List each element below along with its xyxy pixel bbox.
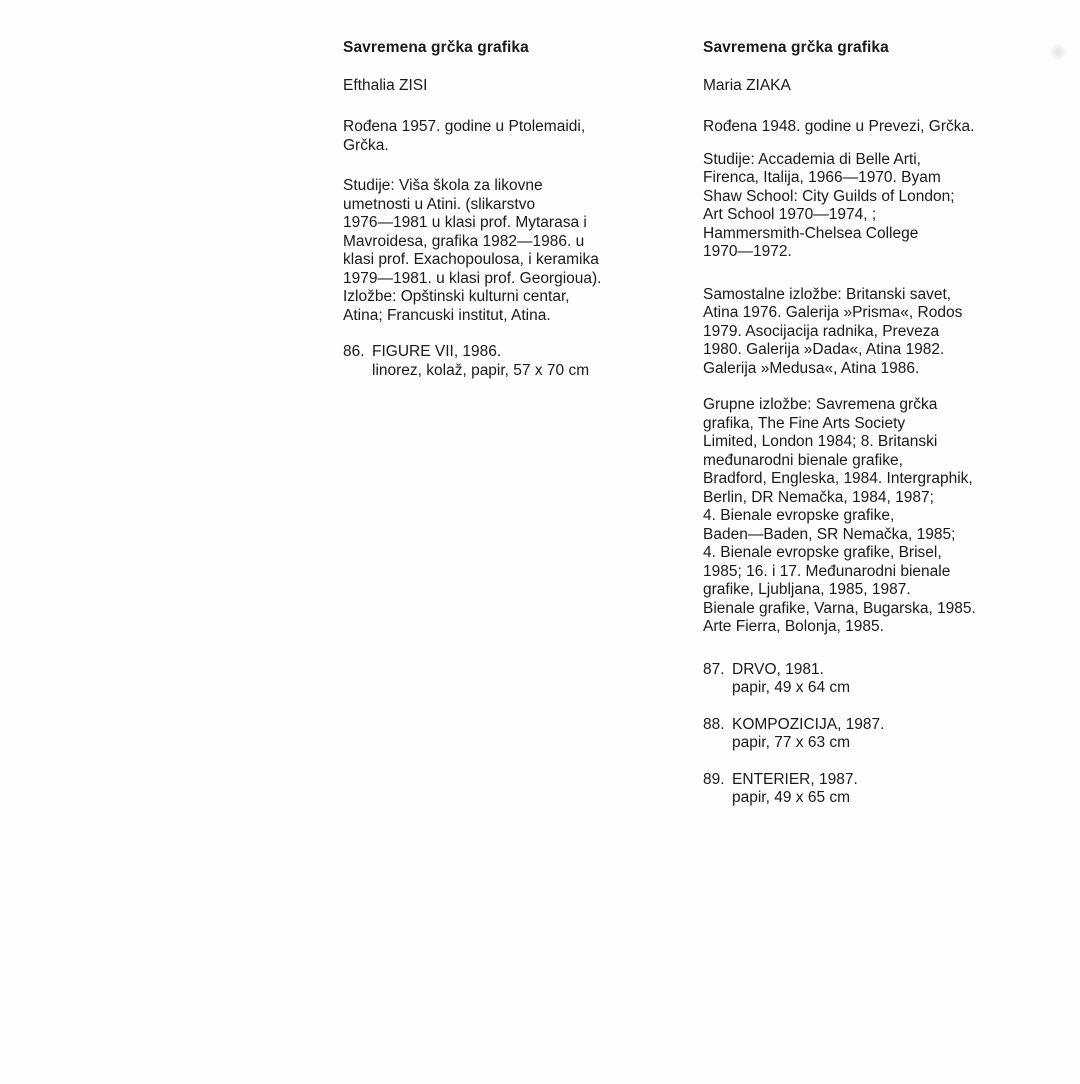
artist-name: Efthalia ZISI bbox=[343, 77, 428, 94]
work-number: 88. bbox=[703, 715, 725, 733]
group-exhibitions: Grupne izložbe: Savremena grčka grafika, The Fine Arts Society Limited, London 1984; 8. Britanski međunarodni bienale grafike, Bradford, Engleska, 1984. Intergraphik, Berlin, DR Nemačka, 1984, 1987; 4. Bienale evropske grafike, Baden—Baden, SR Nemačka, 1985; 4. Bienale evropske grafike, Brisel, 1985; 16. i 17. Međunarodni bienale grafike, Ljubljana, 1985, 1987. Bienale grafike, Varna, Bugarska, 1985. Arte Fierra, Bolonja, 1985. bbox=[703, 396, 976, 635]
work-entry-89 bbox=[703, 771, 1063, 808]
work-details: papir, 77 x 63 cm bbox=[732, 734, 851, 751]
right-column bbox=[703, 38, 1063, 826]
bio-studies: Studije: Viša škola za likovne umetnosti u Atini. (slikarstvo 1976—1981 u klasi prof. Mytarasa i Mavroidesa, grafika 1982—1986. u klasi prof. Exachopoulosa, i keramika 1979—1981. u klasi prof. Georgioua). Izložbe: Opštinski kulturni centar, Atina; Francuski institut, Atina. bbox=[343, 177, 602, 324]
work-entry-87 bbox=[703, 661, 1063, 698]
bio-birth: Rođena 1948. godine u Prevezi, Grčka. bbox=[703, 118, 975, 135]
work-title: KOMPOZICIJA, 1987. bbox=[732, 715, 885, 733]
artist-name: Maria ZIAKA bbox=[703, 77, 791, 94]
section-header: Savremena grčka grafika bbox=[703, 39, 889, 56]
work-title: ENTERIER, 1987. bbox=[732, 770, 858, 788]
work-title: DRVO, 1981. bbox=[732, 660, 824, 678]
work-number: 86. bbox=[343, 343, 365, 360]
work-details: papir, 49 x 65 cm bbox=[732, 789, 851, 806]
bio-birth: Rođena 1957. godine u Ptolemaidi, Grčka. bbox=[343, 118, 586, 154]
work-details: papir, 49 x 64 cm bbox=[732, 679, 851, 696]
work-entry-88 bbox=[703, 716, 1063, 753]
work-number: 89. bbox=[703, 770, 725, 788]
solo-exhibitions: Samostalne izložbe: Britanski savet, Atina 1976. Galerija »Prisma«, Rodos 1979. Asocijacija radnika, Preveza 1980. Galerija »Dada«, Atina 1982. Galerija »Medusa«, Atina 1986. bbox=[703, 285, 963, 377]
work-details: linorez, kolaž, papir, 57 x 70 cm bbox=[372, 361, 590, 379]
left-column bbox=[343, 38, 663, 396]
work-number: 87. bbox=[703, 660, 725, 678]
work-title: FIGURE VII, 1986. bbox=[372, 343, 502, 360]
work-entry-86 bbox=[343, 343, 663, 380]
bio-studies: Studije: Accademia di Belle Arti, Firenca, Italija, 1966—1970. Byam Shaw School: City Guilds of London; Art School 1970—1974, ; Hammersmith-Chelsea College 1970—1972. bbox=[703, 150, 955, 260]
section-header: Savremena grčka grafika bbox=[343, 39, 529, 56]
